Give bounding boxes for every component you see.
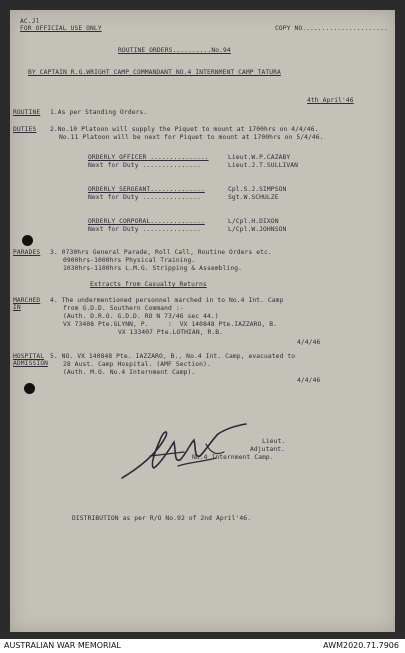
orderly-officer-role: ORDERLY OFFICER ............... xyxy=(88,154,209,161)
marched-line: VX 133407 Pte.LOTHIAN, R.B. xyxy=(118,329,224,336)
signatory-role: Adjutant. xyxy=(250,446,286,453)
duties-label: DUTIES xyxy=(13,126,37,133)
orderly-corporal-role: ORDERLY CORPORAL.............. xyxy=(88,218,205,225)
orderly-sergeant-role: ORDERLY SERGEANT.............. xyxy=(88,186,205,193)
orders-date: 4th April'46 xyxy=(307,97,354,104)
marched-date: 4/4/46 xyxy=(297,339,321,346)
hospital-line: (Auth. M.O. No.4 Internment Camp). xyxy=(63,369,196,376)
document-page xyxy=(10,10,395,632)
routine-label: ROUTINE xyxy=(13,109,41,116)
punch-hole xyxy=(22,235,33,246)
punch-hole xyxy=(24,383,35,394)
corporal-next-name: L/Cpl.W.JOHNSON xyxy=(228,226,287,233)
marched-line: VX 73408 Pte.GLYNN, P. : VX 140848 Pte.IAZZARO, B. xyxy=(63,321,278,328)
hospital-admission-label: ADMISSION xyxy=(13,360,49,367)
archive-name: AUSTRALIAN WAR MEMORIAL xyxy=(4,641,121,650)
parades-line: 3. 0730hrs General Parade, Roll Call, Routine Orders etc. xyxy=(50,249,272,256)
parades-label: PARADES xyxy=(13,249,41,256)
archive-footer xyxy=(0,639,405,653)
archive-reference: AWM2020.71.7906 xyxy=(323,641,399,650)
orders-number: ROUTINE ORDERS..........No.94 xyxy=(118,47,231,54)
corporal-next-label: Next for Duty ............... xyxy=(88,226,201,233)
distribution-note: DISTRIBUTION as per R/O No.92 of 2nd April'46. xyxy=(72,515,251,522)
officer-next-name: Lieut.J.T.SULLIVAN xyxy=(228,162,299,169)
hospital-admission-label: HOSPITAL xyxy=(13,353,45,360)
marched-line: 4. The undermentioned personnel marched in to No.4 Int. Camp xyxy=(50,297,284,304)
extracts-heading: Extracts from Casualty Returns xyxy=(90,281,207,288)
handwritten-signature xyxy=(120,422,250,482)
parades-line: 0900hrs-1000hrs Physical Training. xyxy=(63,257,196,264)
hospital-line: 28 Aust. Camp Hospital. (AMF Section). xyxy=(63,361,211,368)
classification: FOR OFFICIAL USE ONLY xyxy=(20,25,102,32)
signatory-unit: No.4 Internment Camp. xyxy=(192,454,274,461)
signatory-rank: Lieut. xyxy=(262,438,286,445)
orders-issuer: BY CAPTAIN R.G.WRIGHT CAMP COMMANDANT NO.4 INTERNMENT CAMP TATURA xyxy=(28,69,281,76)
orderly-sergeant-name: Cpl.S.J.SIMPSON xyxy=(228,186,287,193)
copy-number: COPY NO...................... xyxy=(275,25,388,32)
duties-line: 2.No.10 Platoon will supply the Piquet to mount at 1700hrs on 4/4/46. xyxy=(50,126,319,133)
marched-in-label: IN xyxy=(13,304,21,311)
marched-in-label: MARCHED xyxy=(13,297,41,304)
hospital-date: 4/4/46 xyxy=(297,377,321,384)
routine-text: 1.As per Standing Orders. xyxy=(50,109,148,116)
orderly-corporal-name: L/Cpl.H.DIXON xyxy=(228,218,279,225)
sergeant-next-label: Next for Duty ............... xyxy=(88,194,201,201)
file-ref: AC.Jl xyxy=(20,18,40,25)
marched-line: (Auth. D.R.O. G.D.D. RO N 73/46 sec 44.) xyxy=(63,313,219,320)
officer-next-label: Next for Duty ............... xyxy=(88,162,201,169)
orderly-officer-name: Lieut.W.P.CAZABY xyxy=(228,154,291,161)
duties-line: No.11 Platoon will be next for Piquet to mount at 1700hrs on 5/4/46. xyxy=(59,134,324,141)
marched-line: from G.D.D. Southern Command :- xyxy=(63,305,184,312)
hospital-line: 5. NO. VX 140848 Pte. IAZZARO, B., No.4 Int. Camp, evacuated to xyxy=(50,353,296,360)
sergeant-next-name: Sgt.W.SCHULZE xyxy=(228,194,279,201)
parades-line: 1030hrs-1100hrs L.M.G. Stripping & Assembling. xyxy=(63,265,242,272)
